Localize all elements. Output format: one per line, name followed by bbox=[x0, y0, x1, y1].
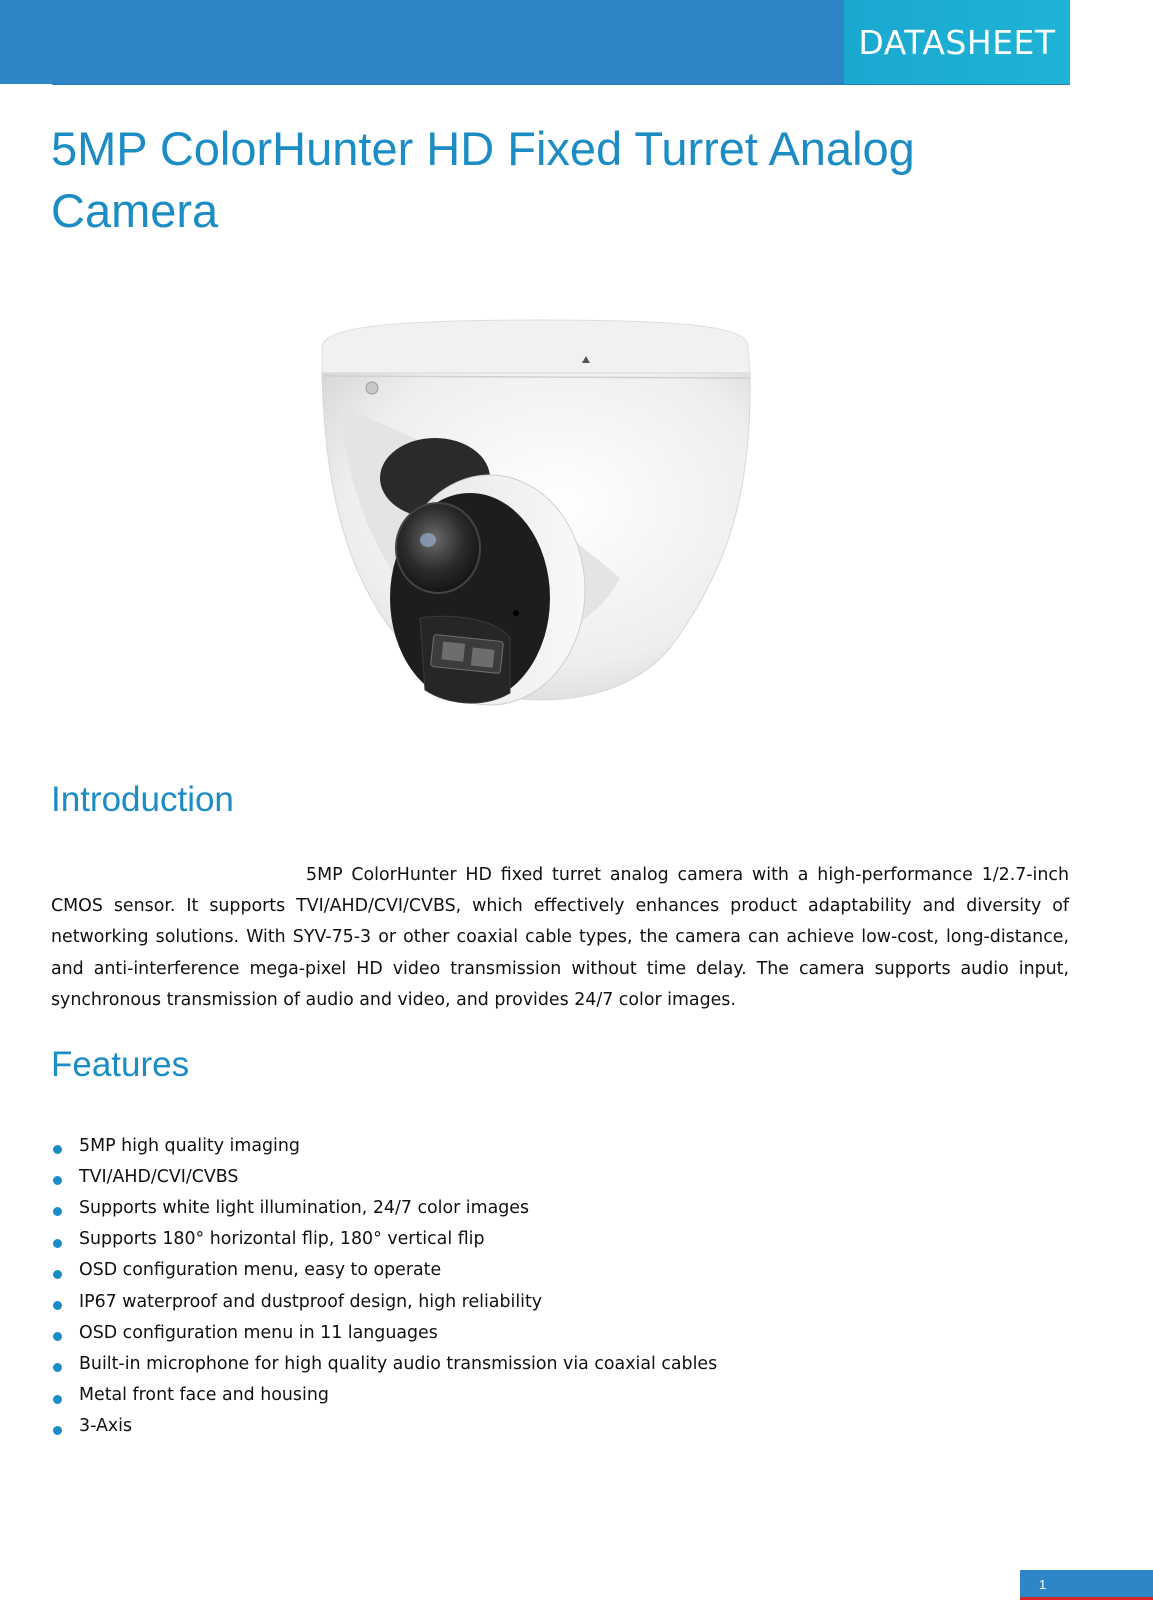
list-item bbox=[51, 1317, 717, 1348]
list-item bbox=[51, 1224, 717, 1255]
feature-text: TVI/AHD/CVI/CVBS bbox=[79, 1166, 239, 1187]
list-item bbox=[51, 1130, 717, 1161]
list-item bbox=[51, 1348, 717, 1379]
introduction-heading: Introduction bbox=[51, 780, 234, 819]
bullet-icon bbox=[53, 1239, 62, 1248]
feature-text: Supports white light illumination, 24/7 color images bbox=[79, 1197, 530, 1218]
bullet-icon bbox=[53, 1145, 62, 1154]
camera-product-image bbox=[320, 318, 770, 738]
page-title: 5MP ColorHunter HD Fixed Turret Analog Camera bbox=[51, 122, 915, 237]
feature-text: Built-in microphone for high quality audio transmission via coaxial cables bbox=[79, 1353, 718, 1374]
feature-text: 5MP high quality imaging bbox=[79, 1135, 300, 1156]
bullet-icon bbox=[53, 1301, 62, 1310]
bullet-icon bbox=[53, 1207, 62, 1216]
list-item bbox=[51, 1161, 717, 1192]
bullet-icon bbox=[53, 1270, 62, 1279]
bullet-icon bbox=[53, 1426, 62, 1435]
bullet-icon bbox=[53, 1395, 62, 1404]
page-number-badge bbox=[1020, 1570, 1153, 1600]
features-list bbox=[51, 1130, 717, 1442]
feature-text: IP67 waterproof and dustproof design, high reliability bbox=[79, 1291, 543, 1312]
list-item bbox=[51, 1192, 717, 1223]
feature-text: 3-Axis bbox=[79, 1416, 133, 1437]
feature-text: Supports 180° horizontal flip, 180° vertical flip bbox=[79, 1229, 485, 1250]
bullet-icon bbox=[53, 1332, 62, 1341]
page-number: 1 bbox=[1039, 1577, 1047, 1592]
bullet-icon bbox=[53, 1363, 62, 1372]
feature-text: OSD configuration menu in 11 languages bbox=[79, 1322, 438, 1343]
introduction-body: 5MP ColorHunter HD fixed turret analog camera with a high-performance 1/2.7-inch CMOS sensor. It supports TVI/AHD/CVI/CVBS, which effectively enhances product adaptability and diversity of networking solutions. With SYV-75-3 or other coaxial cable types, the camera can achieve low-cost, long-distance, and anti-interference mega-pixel HD video transmission without time delay. The camera supports audio input, synchronous transmission of audio and video, and provides 24/7 color images. bbox=[51, 865, 1069, 1010]
list-item bbox=[51, 1286, 717, 1317]
features-heading: Features bbox=[51, 1045, 190, 1084]
feature-text: OSD configuration menu, easy to operate bbox=[79, 1260, 442, 1281]
list-item bbox=[51, 1380, 717, 1411]
list-item bbox=[51, 1255, 717, 1286]
bullet-icon bbox=[53, 1176, 62, 1185]
list-item bbox=[51, 1411, 717, 1442]
datasheet-tag: DATASHEET bbox=[844, 0, 1070, 84]
feature-text: Metal front face and housing bbox=[79, 1385, 329, 1406]
